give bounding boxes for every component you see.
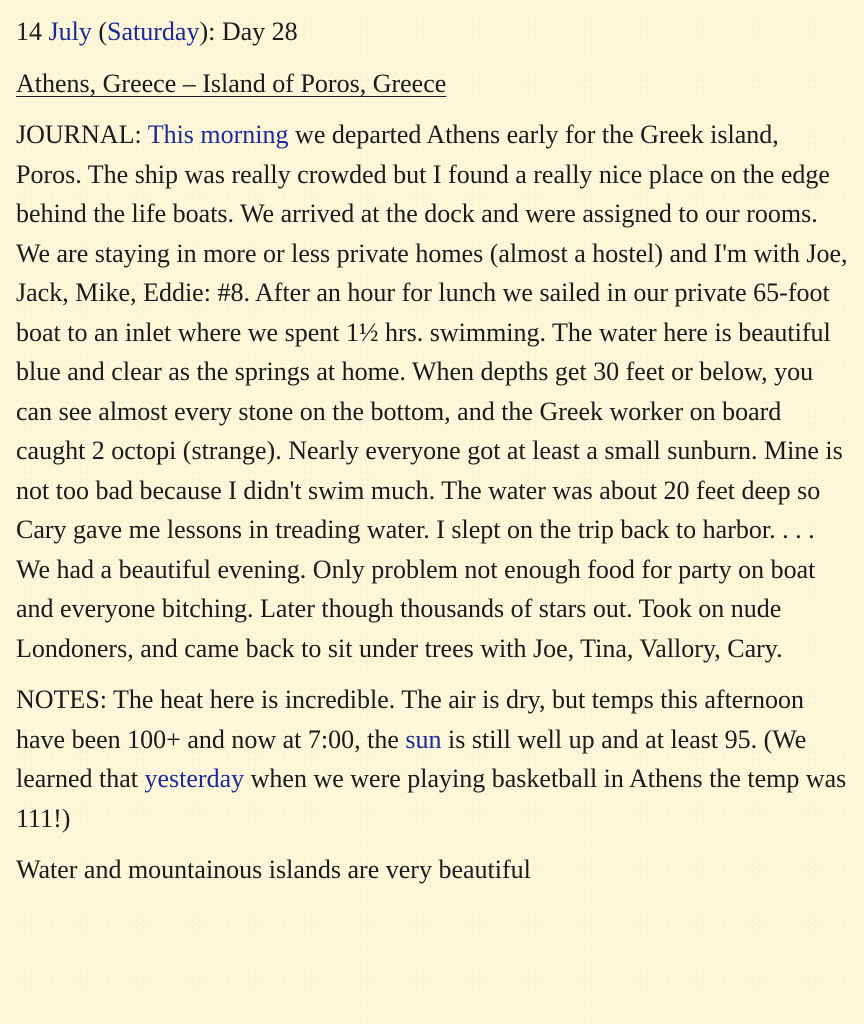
date-day: 14 bbox=[16, 17, 42, 46]
day-count: ): Day 28 bbox=[199, 17, 298, 46]
this-morning-link[interactable]: This morning bbox=[147, 120, 289, 149]
journal-entry bbox=[16, 115, 848, 668]
yesterday-link[interactable]: yesterday bbox=[144, 764, 245, 793]
weekday-link[interactable]: Saturday bbox=[107, 17, 200, 46]
notes-text-2: is still well up and at least 95. (We learned that bbox=[16, 724, 807, 793]
journal-page bbox=[16, 12, 848, 890]
journal-body: we departed Athens early for the Greek island, Poros. The ship was really crowded but I found a really nice place on the edge behind the life boats. We arrived at the dock and were assigned to our rooms. We are staying in more or less private homes (almost a hostel) and I'm with Joe, Jack, Mike, Eddie: #8. After an hour for lunch we sailed in our private 65-foot boat to an inlet where we spent 1½ hrs. swimming. The water here is beautiful blue and clear as the springs at home. When depths get 30 feet or below, you can see almost every stone on the bottom, and the Greek worker on board caught 2 octopi (strange). Nearly everyone got at least a small sunburn. Mine is not too bad because I didn't swim much. The water was about 20 feet deep so Cary gave me lessons in treading water. I slept on the trip back to harbor. . . . We had a beautiful evening. Only problem not enough food for party on boat and everyone bitching. Later though thousands of stars out. Took on nude Londoners, and came back to sit under trees with Joe, Tina, Vallory, Cary. bbox=[16, 120, 848, 663]
date-heading bbox=[16, 12, 848, 52]
journal-label: JOURNAL: bbox=[16, 120, 148, 149]
notes-text-1: NOTES: The heat here is incredible. The air is dry, but temps this afternoon have been 100+ and now at 7:00, the bbox=[16, 685, 804, 754]
location-heading: Athens, Greece – Island of Poros, Greece bbox=[16, 68, 447, 98]
sun-link[interactable]: sun bbox=[405, 724, 442, 754]
notes-entry bbox=[16, 680, 848, 838]
notes-text-3: when we were playing basketball in Athens the temp was 111!) bbox=[16, 764, 847, 833]
closing-line: Water and mountainous islands are very beautiful bbox=[16, 855, 531, 884]
month-link[interactable]: July bbox=[48, 17, 92, 46]
date-open-paren: ( bbox=[98, 17, 108, 46]
